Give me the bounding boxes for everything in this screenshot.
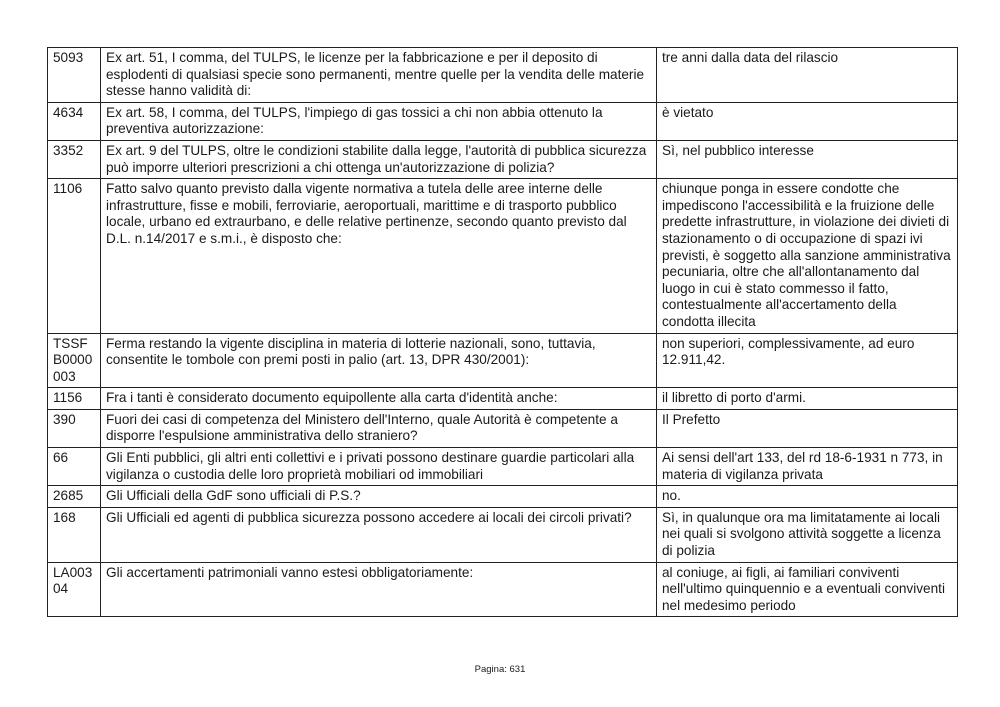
answer-text: no.	[657, 486, 958, 508]
question-id: 2685	[48, 486, 101, 508]
question-id: 168	[48, 507, 101, 562]
answer-text: il libretto di porto d'armi.	[657, 388, 958, 410]
question-id: 5093	[48, 48, 101, 103]
table-row	[48, 48, 958, 103]
question-text: Gli Ufficiali della GdF sono ufficiali di P.S.?	[101, 486, 657, 508]
table-row	[48, 102, 958, 140]
question-id: 3352	[48, 140, 101, 178]
question-text: Ex art. 51, I comma, del TULPS, le licenze per la fabbricazione e per il deposito di esplodenti di qualsiasi specie sono permanenti, mentre quelle per la vendita delle materie stesse hanno validità di:	[101, 48, 657, 103]
table-row	[48, 507, 958, 562]
quiz-table	[47, 47, 958, 617]
question-text: Fra i tanti è considerato documento equipollente alla carta d'identità anche:	[101, 388, 657, 410]
table-row	[48, 179, 958, 333]
answer-text: Il Prefetto	[657, 409, 958, 447]
answer-text: tre anni dalla data del rilascio	[657, 48, 958, 103]
question-id: 66	[48, 448, 101, 486]
question-id: 390	[48, 409, 101, 447]
answer-text: al coniuge, ai figli, ai familiari conviventi nell'ultimo quinquennio e a eventuali conviventi nel medesimo periodo	[657, 562, 958, 617]
question-text: Fatto salvo quanto previsto dalla vigente normativa a tutela delle aree interne delle infrastrutture, fisse e mobili, ferroviarie, aeroportuali, marittime e di trasporto pubblico locale, urbano ed extraurbano, e delle relative pertinenze, secondo quanto previsto dal D.L. n.14/2017 e s.m.i., è disposto che:	[101, 179, 657, 333]
answer-text: non superiori, complessivamente, ad euro 12.911,42.	[657, 333, 958, 388]
page-number: Pagina: 631	[474, 664, 526, 675]
table-row	[48, 388, 958, 410]
table-row	[48, 448, 958, 486]
table-row	[48, 333, 958, 388]
table-row	[48, 140, 958, 178]
answer-text: chiunque ponga in essere condotte che impediscono l'accessibilità e la fruizione delle predette infrastrutture, in violazione dei divieti di stazionamento o di occupazione di spazi ivi previsti, è soggetto alla sanzione amministrativa pecuniaria, oltre che all'allontanamento dal luogo in cui è stato commesso il fatto, contestualmente all'accertamento della condotta illecita	[657, 179, 958, 333]
answer-text: Ai sensi dell'art 133, del rd 18-6-1931 n 773, in materia di vigilanza privata	[657, 448, 958, 486]
table-row	[48, 562, 958, 617]
question-text: Ferma restando la vigente disciplina in materia di lotterie nazionali, sono, tuttavia, consentite le tombole con premi posti in palio (art. 13, DPR 430/2001):	[101, 333, 657, 388]
answer-text: Sì, in qualunque ora ma limitatamente ai locali nei quali si svolgono attività soggette a licenza di polizia	[657, 507, 958, 562]
question-text: Gli Enti pubblici, gli altri enti collettivi e i privati possono destinare guardie particolari alla vigilanza o custodia delle loro proprietà mobiliari od immobiliari	[101, 448, 657, 486]
quiz-table-body	[48, 48, 958, 617]
question-text: Ex art. 58, I comma, del TULPS, l'impiego di gas tossici a chi non abbia ottenuto la preventiva autorizzazione:	[101, 102, 657, 140]
table-row	[48, 409, 958, 447]
table-row	[48, 486, 958, 508]
question-id: 1156	[48, 388, 101, 410]
question-text: Ex art. 9 del TULPS, oltre le condizioni stabilite dalla legge, l'autorità di pubblica sicurezza può imporre ulteriori prescrizioni a chi ottenga un'autorizzazione di polizia?	[101, 140, 657, 178]
answer-text: è vietato	[657, 102, 958, 140]
question-id: 4634	[48, 102, 101, 140]
answer-text: Sì, nel pubblico interesse	[657, 140, 958, 178]
question-text: Fuori dei casi di competenza del Ministero dell'Interno, quale Autorità è competente a disporre l'espulsione amministrativa dello straniero?	[101, 409, 657, 447]
question-id: LA00304	[48, 562, 101, 617]
question-id: TSSFB0000003	[48, 333, 101, 388]
question-text: Gli accertamenti patrimoniali vanno estesi obbligatoriamente:	[101, 562, 657, 617]
question-text: Gli Ufficiali ed agenti di pubblica sicurezza possono accedere ai locali dei circoli privati?	[101, 507, 657, 562]
question-id: 1106	[48, 179, 101, 333]
